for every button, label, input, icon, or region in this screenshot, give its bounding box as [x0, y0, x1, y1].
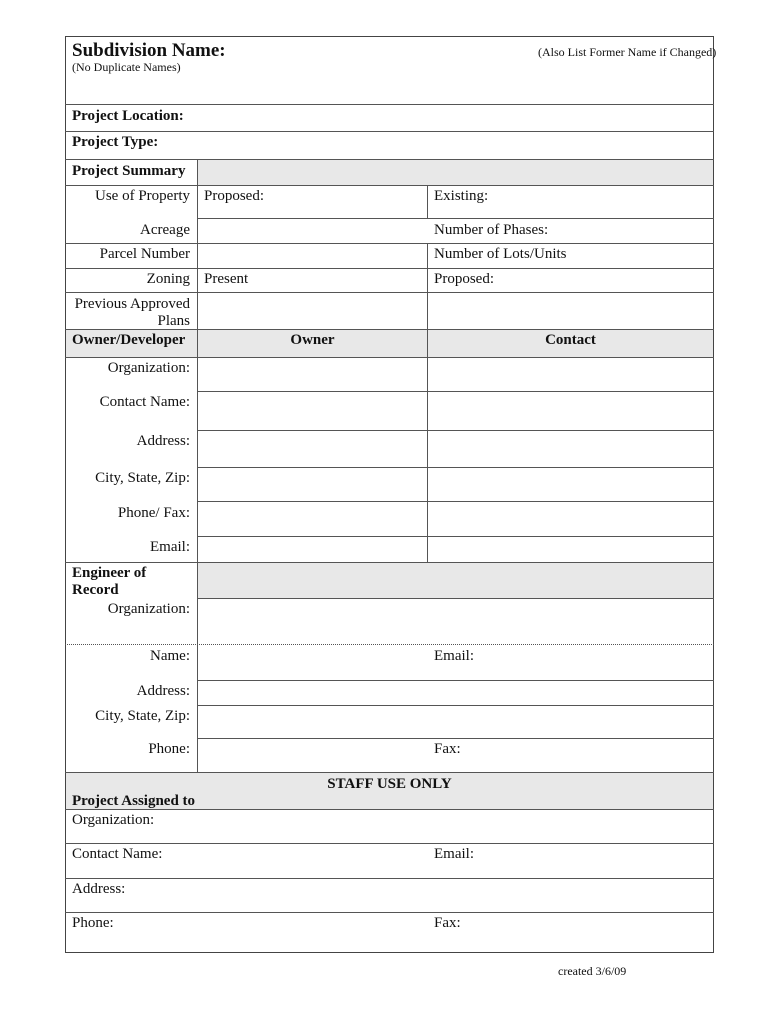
- zoning-present-field[interactable]: Present: [204, 271, 249, 287]
- staff-phone-field[interactable]: Phone:: [72, 915, 114, 931]
- project-location-label: Project Location:: [72, 108, 184, 124]
- owner-organization-label: Organization:: [107, 360, 190, 376]
- staff-organization-field[interactable]: Organization:: [72, 812, 155, 828]
- rule: [198, 705, 714, 706]
- engineer-phone-label: Phone:: [148, 741, 190, 757]
- project-assigned-label: Project Assigned to: [72, 793, 196, 809]
- rule: [198, 391, 714, 392]
- rule: [198, 536, 714, 537]
- engineer-heading-line2: Record: [72, 582, 119, 598]
- number-of-lots-field[interactable]: Number of Lots/Units: [434, 246, 567, 262]
- owner-column-heading: Owner: [290, 332, 335, 348]
- rule: [65, 185, 714, 186]
- rule: [65, 772, 714, 773]
- project-summary-heading: Project Summary: [72, 163, 186, 179]
- engineer-organization-label: Organization:: [107, 601, 190, 617]
- rule: [198, 680, 714, 681]
- number-of-phases-field[interactable]: Number of Phases:: [434, 222, 549, 238]
- col-divider-mid: [427, 185, 428, 219]
- engineer-city-label: City, State, Zip:: [95, 708, 190, 724]
- rule: [65, 912, 714, 913]
- rule: [65, 357, 714, 358]
- use-of-property-label: Use of Property: [95, 188, 190, 204]
- subdivision-name-label: Subdivision Name:: [72, 40, 226, 61]
- rule: [198, 218, 714, 219]
- engineer-email-field[interactable]: Email:: [434, 648, 474, 664]
- rule: [65, 843, 714, 844]
- engineer-fax-field[interactable]: Fax:: [434, 741, 461, 757]
- zoning-proposed-field[interactable]: Proposed:: [434, 271, 494, 287]
- staff-use-only-heading: STAFF USE ONLY: [327, 776, 452, 792]
- rule: [65, 131, 714, 132]
- rule: [65, 268, 714, 269]
- rule: [198, 738, 714, 739]
- zoning-label: Zoning: [146, 271, 190, 287]
- no-duplicate-note: (No Duplicate Names): [72, 60, 181, 74]
- col-divider-mid: [427, 243, 428, 330]
- staff-fax-field[interactable]: Fax:: [434, 915, 461, 931]
- owner-contact-name-label: Contact Name:: [99, 394, 190, 410]
- rule: [65, 292, 714, 293]
- former-name-note: (Also List Former Name if Changed): [538, 45, 717, 59]
- engineer-address-label: Address:: [136, 683, 190, 699]
- previous-plans-label-line1: Previous Approved: [74, 296, 190, 312]
- acreage-label: Acreage: [140, 222, 190, 238]
- contact-column-heading: Contact: [545, 332, 596, 348]
- previous-plans-label-line2: Plans: [157, 313, 190, 329]
- engineer-name-label: Name:: [150, 648, 190, 664]
- rule: [198, 467, 714, 468]
- owner-developer-heading: Owner/Developer: [72, 332, 186, 348]
- rule: [198, 430, 714, 431]
- engineer-heading-line1: Engineer of: [72, 565, 147, 581]
- rule-dotted: [65, 644, 714, 645]
- rule: [198, 501, 714, 502]
- owner-city-label: City, State, Zip:: [95, 470, 190, 486]
- rule: [65, 243, 714, 244]
- owner-email-label: Email:: [150, 539, 190, 555]
- use-proposed-field[interactable]: Proposed:: [204, 188, 264, 204]
- col-divider-left: [197, 159, 198, 773]
- use-existing-field[interactable]: Existing:: [434, 188, 489, 204]
- summary-shade: [198, 160, 713, 185]
- staff-contact-name-field[interactable]: Contact Name:: [72, 846, 163, 862]
- staff-email-field[interactable]: Email:: [434, 846, 474, 862]
- owner-phone-fax-label: Phone/ Fax:: [117, 505, 190, 521]
- rule: [65, 878, 714, 879]
- rule: [65, 104, 714, 105]
- owner-address-label: Address:: [136, 433, 190, 449]
- parcel-number-label: Parcel Number: [99, 246, 190, 262]
- created-date: created 3/6/09: [558, 964, 627, 978]
- col-divider-mid: [427, 329, 428, 563]
- rule: [65, 562, 714, 563]
- project-type-label: Project Type:: [72, 134, 159, 150]
- rule: [65, 159, 714, 160]
- rule: [198, 598, 714, 599]
- staff-address-field[interactable]: Address:: [72, 881, 126, 897]
- engineer-shade: [198, 563, 713, 598]
